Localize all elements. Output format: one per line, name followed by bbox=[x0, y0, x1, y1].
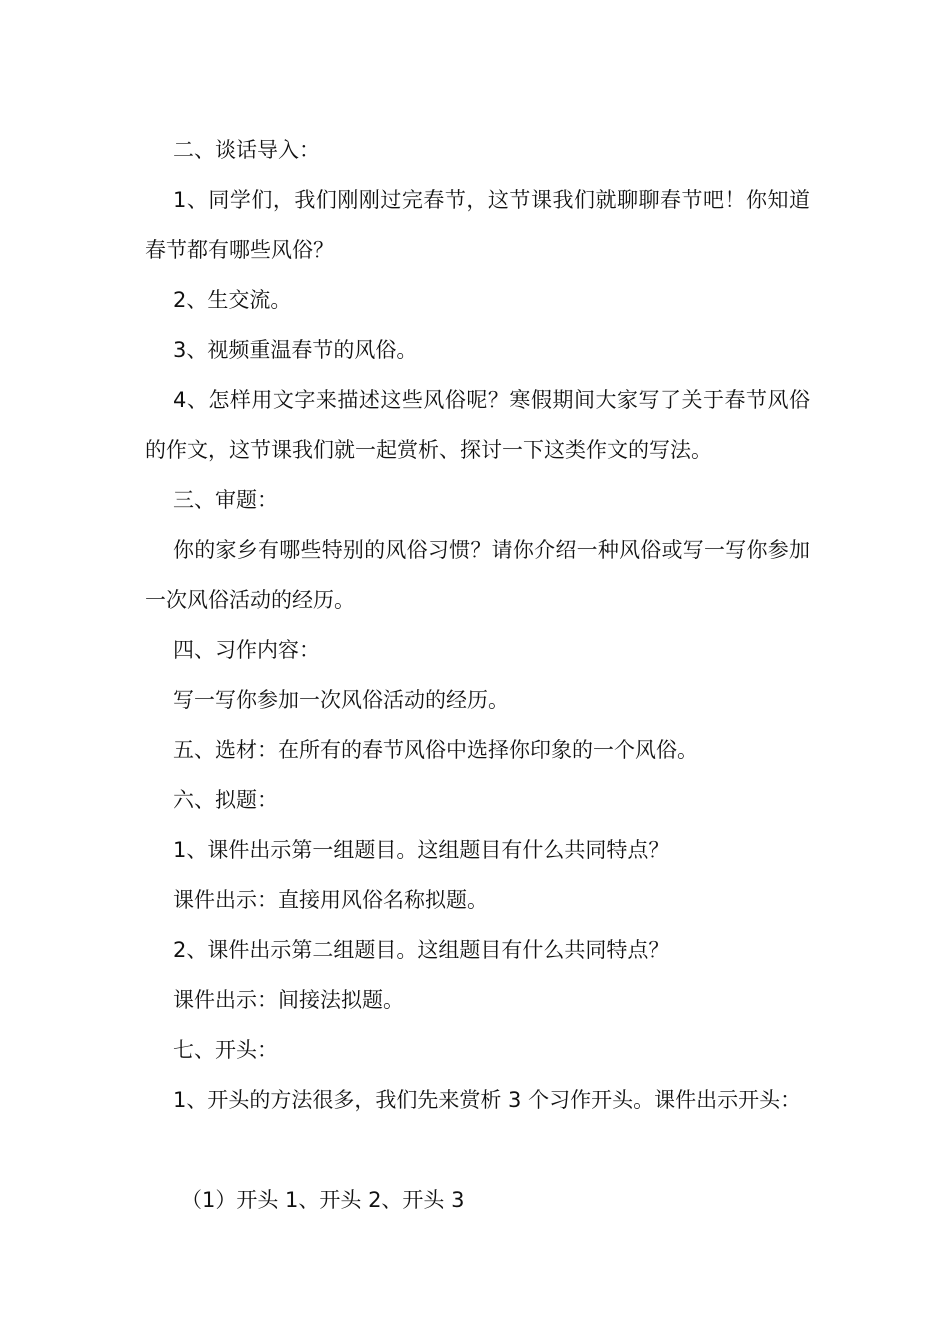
paragraph-writing-content: 写一写你参加一次风俗活动的经历。 bbox=[173, 688, 509, 712]
heading-talk-intro: 二、谈话导入： bbox=[173, 138, 320, 162]
paragraph-topic-question: 你的家乡有哪些特别的风俗习惯？请你介绍一种风俗或写一写你参加一次风俗活动的经历。 bbox=[145, 538, 810, 612]
paragraph-opening-list: （1）开头 1、开头 2、开头 3 bbox=[181, 1188, 465, 1212]
paragraph-opening-methods: 1、开头的方法很多，我们先来赏析 3 个习作开头。课件出示开头： bbox=[173, 1088, 802, 1112]
paragraph-item-2: 2、生交流。 bbox=[173, 288, 292, 312]
heading-title-drafting: 六、拟题： bbox=[173, 788, 278, 812]
paragraph-title-group-2-answer: 课件出示：间接法拟题。 bbox=[173, 988, 404, 1012]
paragraph-item-1: 1、同学们，我们刚刚过完春节，这节课我们就聊聊春节吧！你知道春节都有哪些风俗？ bbox=[145, 188, 810, 262]
paragraph-item-3: 3、视频重温春节的风俗。 bbox=[173, 338, 418, 362]
paragraph-title-group-1-answer: 课件出示：直接用风俗名称拟题。 bbox=[173, 888, 488, 912]
heading-opening: 七、开头： bbox=[173, 1038, 278, 1062]
paragraph-title-group-1: 1、课件出示第一组题目。这组题目有什么共同特点？ bbox=[173, 838, 670, 862]
heading-topic-review: 三、审题： bbox=[173, 488, 278, 512]
heading-writing-content: 四、习作内容： bbox=[173, 638, 320, 662]
paragraph-item-4: 4、怎样用文字来描述这些风俗呢？寒假期间大家写了关于春节风俗的作文，这节课我们就一起赏析、探讨一下这类作文的写法。 bbox=[145, 388, 810, 462]
paragraph-material-selection: 五、选材：在所有的春节风俗中选择你印象的一个风俗。 bbox=[173, 738, 698, 762]
paragraph-title-group-2: 2、课件出示第二组题目。这组题目有什么共同特点？ bbox=[173, 938, 670, 962]
